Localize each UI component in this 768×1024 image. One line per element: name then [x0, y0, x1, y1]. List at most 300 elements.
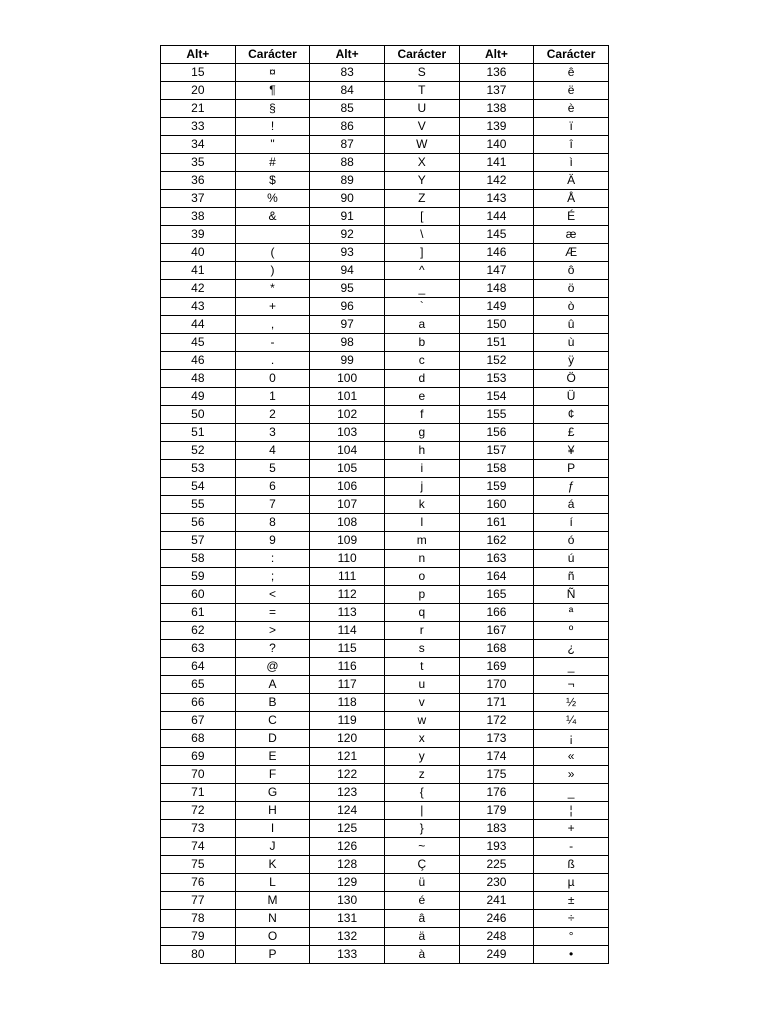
alt-code-cell: 70: [161, 766, 236, 784]
alt-code-cell: 38: [161, 208, 236, 226]
character-cell: a: [384, 316, 459, 334]
alt-code-cell: 158: [459, 460, 534, 478]
character-cell: É: [534, 208, 609, 226]
alt-code-cell: 126: [310, 838, 385, 856]
alt-code-cell: 99: [310, 352, 385, 370]
alt-code-cell: 167: [459, 622, 534, 640]
character-cell: f: [384, 406, 459, 424]
table-row: [161, 244, 609, 262]
character-cell: l: [384, 514, 459, 532]
table-row: [161, 514, 609, 532]
character-cell: ú: [534, 550, 609, 568]
table-row: [161, 784, 609, 802]
alt-code-cell: 48: [161, 370, 236, 388]
character-cell: &: [235, 208, 310, 226]
alt-code-cell: 142: [459, 172, 534, 190]
character-cell: ^: [384, 262, 459, 280]
alt-code-cell: 105: [310, 460, 385, 478]
character-cell: I: [235, 820, 310, 838]
alt-code-cell: 129: [310, 874, 385, 892]
alt-code-cell: 120: [310, 730, 385, 748]
character-cell: w: [384, 712, 459, 730]
alt-code-cell: 68: [161, 730, 236, 748]
table-row: [161, 370, 609, 388]
alt-code-cell: 42: [161, 280, 236, 298]
alt-code-cell: 171: [459, 694, 534, 712]
table-row: [161, 316, 609, 334]
table-row: [161, 424, 609, 442]
alt-code-cell: 49: [161, 388, 236, 406]
alt-code-cell: 151: [459, 334, 534, 352]
table-row: [161, 532, 609, 550]
character-cell: ƒ: [534, 478, 609, 496]
alt-code-cell: 101: [310, 388, 385, 406]
alt-code-cell: 36: [161, 172, 236, 190]
character-cell: E: [235, 748, 310, 766]
alt-code-cell: 113: [310, 604, 385, 622]
table-row: [161, 604, 609, 622]
character-cell: è: [534, 100, 609, 118]
character-cell: W: [384, 136, 459, 154]
character-cell: D: [235, 730, 310, 748]
character-cell: »: [534, 766, 609, 784]
alt-code-cell: 123: [310, 784, 385, 802]
alt-code-cell: 141: [459, 154, 534, 172]
character-cell: 4: [235, 442, 310, 460]
alt-code-cell: 104: [310, 442, 385, 460]
table-row: [161, 568, 609, 586]
character-cell: |: [384, 802, 459, 820]
character-cell: u: [384, 676, 459, 694]
alt-code-cell: 107: [310, 496, 385, 514]
alt-code-cell: 140: [459, 136, 534, 154]
header-char-3: Carácter: [534, 46, 609, 64]
alt-code-cell: 41: [161, 262, 236, 280]
alt-code-cell: 20: [161, 82, 236, 100]
alt-code-cell: 163: [459, 550, 534, 568]
alt-code-cell: 108: [310, 514, 385, 532]
alt-code-cell: 154: [459, 388, 534, 406]
alt-code-cell: 87: [310, 136, 385, 154]
table-row: [161, 748, 609, 766]
header-char-1: Carácter: [235, 46, 310, 64]
character-cell: J: [235, 838, 310, 856]
table-row: [161, 280, 609, 298]
alt-code-cell: 77: [161, 892, 236, 910]
alt-code-cell: 144: [459, 208, 534, 226]
character-cell: n: [384, 550, 459, 568]
alt-code-cell: 111: [310, 568, 385, 586]
alt-code-cell: 60: [161, 586, 236, 604]
character-cell: q: [384, 604, 459, 622]
character-cell: æ: [534, 226, 609, 244]
alt-code-cell: 72: [161, 802, 236, 820]
alt-code-cell: 139: [459, 118, 534, 136]
alt-code-cell: 75: [161, 856, 236, 874]
alt-code-cell: 35: [161, 154, 236, 172]
alt-code-cell: 69: [161, 748, 236, 766]
table-row: [161, 928, 609, 946]
alt-code-cell: 106: [310, 478, 385, 496]
table-row: [161, 262, 609, 280]
alt-code-cell: 162: [459, 532, 534, 550]
table-row: [161, 406, 609, 424]
alt-code-cell: 125: [310, 820, 385, 838]
character-cell: •: [534, 946, 609, 964]
alt-code-cell: 59: [161, 568, 236, 586]
alt-code-cell: 78: [161, 910, 236, 928]
alt-code-cell: 146: [459, 244, 534, 262]
character-cell: 2: [235, 406, 310, 424]
character-cell: ¿: [534, 640, 609, 658]
character-cell: (: [235, 244, 310, 262]
alt-code-cell: 63: [161, 640, 236, 658]
character-cell: 7: [235, 496, 310, 514]
alt-code-cell: 153: [459, 370, 534, 388]
alt-code-cell: 193: [459, 838, 534, 856]
character-cell: +: [235, 298, 310, 316]
character-cell: #: [235, 154, 310, 172]
table-row: [161, 550, 609, 568]
character-cell: e: [384, 388, 459, 406]
table-row: [161, 100, 609, 118]
table-row: [161, 712, 609, 730]
alt-code-cell: 79: [161, 928, 236, 946]
character-cell: >: [235, 622, 310, 640]
alt-code-cell: 80: [161, 946, 236, 964]
table-row: [161, 802, 609, 820]
alt-code-cell: 175: [459, 766, 534, 784]
alt-code-cell: 52: [161, 442, 236, 460]
character-cell: _: [384, 280, 459, 298]
alt-code-cell: 159: [459, 478, 534, 496]
alt-code-cell: 138: [459, 100, 534, 118]
character-cell: T: [384, 82, 459, 100]
character-cell: º: [534, 622, 609, 640]
alt-code-cell: 94: [310, 262, 385, 280]
character-cell: N: [235, 910, 310, 928]
character-cell: ~: [384, 838, 459, 856]
alt-code-cell: 119: [310, 712, 385, 730]
table-row: [161, 64, 609, 82]
alt-code-cell: 121: [310, 748, 385, 766]
character-cell: £: [534, 424, 609, 442]
character-cell: %: [235, 190, 310, 208]
character-cell: ¢: [534, 406, 609, 424]
alt-code-cell: 67: [161, 712, 236, 730]
alt-code-cell: 172: [459, 712, 534, 730]
alt-code-cell: 149: [459, 298, 534, 316]
alt-code-cell: 83: [310, 64, 385, 82]
character-cell: ": [235, 136, 310, 154]
alt-code-cell: 150: [459, 316, 534, 334]
character-cell: .: [235, 352, 310, 370]
character-cell: à: [384, 946, 459, 964]
alt-code-cell: 88: [310, 154, 385, 172]
character-cell: °: [534, 928, 609, 946]
alt-code-cell: 37: [161, 190, 236, 208]
character-cell: _: [534, 784, 609, 802]
table-row: [161, 820, 609, 838]
character-cell: z: [384, 766, 459, 784]
alt-code-cell: 156: [459, 424, 534, 442]
character-cell: â: [384, 910, 459, 928]
table-row: [161, 838, 609, 856]
alt-code-cell: 96: [310, 298, 385, 316]
character-cell: 5: [235, 460, 310, 478]
character-cell: s: [384, 640, 459, 658]
alt-code-cell: 39: [161, 226, 236, 244]
table-row: [161, 946, 609, 964]
character-cell: F: [235, 766, 310, 784]
character-cell: ¡: [534, 730, 609, 748]
alt-code-cell: 58: [161, 550, 236, 568]
character-cell: P: [534, 460, 609, 478]
character-cell: [235, 226, 310, 244]
character-cell: =: [235, 604, 310, 622]
alt-code-cell: 114: [310, 622, 385, 640]
character-cell: Z: [384, 190, 459, 208]
character-cell: ì: [534, 154, 609, 172]
alt-code-cell: 55: [161, 496, 236, 514]
character-cell: ¦: [534, 802, 609, 820]
alt-code-cell: 40: [161, 244, 236, 262]
table-row: [161, 694, 609, 712]
character-cell: O: [235, 928, 310, 946]
alt-code-cell: 130: [310, 892, 385, 910]
alt-code-cell: 71: [161, 784, 236, 802]
table-row: [161, 352, 609, 370]
alt-code-cell: 124: [310, 802, 385, 820]
character-cell: ª: [534, 604, 609, 622]
character-cell: C: [235, 712, 310, 730]
character-cell: Ä: [534, 172, 609, 190]
alt-code-cell: 176: [459, 784, 534, 802]
alt-code-cell: 44: [161, 316, 236, 334]
alt-code-cell: 33: [161, 118, 236, 136]
character-cell: -: [235, 334, 310, 352]
alt-code-cell: 57: [161, 532, 236, 550]
table-row: [161, 910, 609, 928]
alt-code-cell: 152: [459, 352, 534, 370]
character-cell: \: [384, 226, 459, 244]
character-cell: ,: [235, 316, 310, 334]
character-cell: ÿ: [534, 352, 609, 370]
character-cell: y: [384, 748, 459, 766]
table-row: [161, 226, 609, 244]
alt-code-cell: 164: [459, 568, 534, 586]
character-cell: L: [235, 874, 310, 892]
table-row: [161, 874, 609, 892]
table-row: [161, 586, 609, 604]
alt-code-cell: 166: [459, 604, 534, 622]
table-row: [161, 136, 609, 154]
character-cell: î: [534, 136, 609, 154]
table-row: [161, 298, 609, 316]
alt-code-cell: 128: [310, 856, 385, 874]
character-cell: v: [384, 694, 459, 712]
alt-code-cell: 161: [459, 514, 534, 532]
character-cell: ä: [384, 928, 459, 946]
character-cell: t: [384, 658, 459, 676]
character-cell: ]: [384, 244, 459, 262]
character-cell: B: [235, 694, 310, 712]
character-cell: }: [384, 820, 459, 838]
character-cell: `: [384, 298, 459, 316]
table-row: [161, 496, 609, 514]
character-cell: G: [235, 784, 310, 802]
alt-code-cell: 76: [161, 874, 236, 892]
character-cell: Ö: [534, 370, 609, 388]
character-cell: V: [384, 118, 459, 136]
character-cell: ü: [384, 874, 459, 892]
alt-code-cell: 246: [459, 910, 534, 928]
character-cell: ¥: [534, 442, 609, 460]
alt-code-cell: 109: [310, 532, 385, 550]
alt-code-cell: 34: [161, 136, 236, 154]
alt-code-cell: 73: [161, 820, 236, 838]
header-char-2: Carácter: [384, 46, 459, 64]
character-cell: -: [534, 838, 609, 856]
alt-code-cell: 115: [310, 640, 385, 658]
header-alt-3: Alt+: [459, 46, 534, 64]
alt-code-cell: 122: [310, 766, 385, 784]
alt-code-cell: 147: [459, 262, 534, 280]
character-cell: +: [534, 820, 609, 838]
character-cell: ¶: [235, 82, 310, 100]
alt-code-cell: 100: [310, 370, 385, 388]
character-cell: 9: [235, 532, 310, 550]
character-cell: í: [534, 514, 609, 532]
character-cell: ?: [235, 640, 310, 658]
alt-code-cell: 65: [161, 676, 236, 694]
alt-code-cell: 179: [459, 802, 534, 820]
alt-code-cell: 118: [310, 694, 385, 712]
alt-code-cell: 91: [310, 208, 385, 226]
table-header: [161, 46, 609, 64]
alt-code-cell: 148: [459, 280, 534, 298]
table-row: [161, 856, 609, 874]
character-cell: ô: [534, 262, 609, 280]
alt-code-cell: 112: [310, 586, 385, 604]
alt-code-cell: 131: [310, 910, 385, 928]
alt-code-cell: 169: [459, 658, 534, 676]
table-row: [161, 658, 609, 676]
character-cell: ¼: [534, 712, 609, 730]
character-cell: [: [384, 208, 459, 226]
table-row: [161, 766, 609, 784]
alt-code-cell: 133: [310, 946, 385, 964]
alt-code-cell: 116: [310, 658, 385, 676]
character-cell: <: [235, 586, 310, 604]
character-cell: p: [384, 586, 459, 604]
character-cell: ;: [235, 568, 310, 586]
character-cell: k: [384, 496, 459, 514]
alt-code-cell: 241: [459, 892, 534, 910]
alt-code-cell: 160: [459, 496, 534, 514]
alt-code-cell: 89: [310, 172, 385, 190]
header-alt-2: Alt+: [310, 46, 385, 64]
alt-code-cell: 145: [459, 226, 534, 244]
alt-code-cell: 54: [161, 478, 236, 496]
alt-code-cell: 56: [161, 514, 236, 532]
alt-code-cell: 92: [310, 226, 385, 244]
alt-code-table: [160, 45, 609, 964]
character-cell: @: [235, 658, 310, 676]
character-cell: «: [534, 748, 609, 766]
alt-code-cell: 143: [459, 190, 534, 208]
table-row: [161, 118, 609, 136]
character-cell: h: [384, 442, 459, 460]
alt-code-cell: 15: [161, 64, 236, 82]
character-cell: 8: [235, 514, 310, 532]
alt-code-cell: 155: [459, 406, 534, 424]
alt-code-cell: 137: [459, 82, 534, 100]
alt-code-cell: 132: [310, 928, 385, 946]
alt-code-cell: 64: [161, 658, 236, 676]
character-cell: ): [235, 262, 310, 280]
header-alt-1: Alt+: [161, 46, 236, 64]
character-cell: ½: [534, 694, 609, 712]
character-cell: M: [235, 892, 310, 910]
alt-code-cell: 61: [161, 604, 236, 622]
alt-code-cell: 102: [310, 406, 385, 424]
table-body: [161, 64, 609, 964]
table-row: [161, 892, 609, 910]
alt-code-cell: 110: [310, 550, 385, 568]
alt-code-cell: 51: [161, 424, 236, 442]
character-cell: x: [384, 730, 459, 748]
character-cell: µ: [534, 874, 609, 892]
alt-code-cell: 98: [310, 334, 385, 352]
table-row: [161, 388, 609, 406]
alt-code-cell: 248: [459, 928, 534, 946]
character-cell: g: [384, 424, 459, 442]
character-cell: ß: [534, 856, 609, 874]
character-cell: 0: [235, 370, 310, 388]
character-cell: é: [384, 892, 459, 910]
character-cell: û: [534, 316, 609, 334]
alt-code-cell: 21: [161, 100, 236, 118]
table-row: [161, 334, 609, 352]
alt-code-cell: 136: [459, 64, 534, 82]
alt-code-cell: 117: [310, 676, 385, 694]
character-cell: X: [384, 154, 459, 172]
character-cell: i: [384, 460, 459, 478]
table-row: [161, 730, 609, 748]
table-row: [161, 460, 609, 478]
character-cell: j: [384, 478, 459, 496]
character-cell: S: [384, 64, 459, 82]
character-cell: ë: [534, 82, 609, 100]
alt-code-cell: 183: [459, 820, 534, 838]
character-cell: Ç: [384, 856, 459, 874]
character-cell: !: [235, 118, 310, 136]
alt-code-cell: 86: [310, 118, 385, 136]
character-cell: Ü: [534, 388, 609, 406]
alt-code-cell: 74: [161, 838, 236, 856]
character-cell: ¤: [235, 64, 310, 82]
character-cell: K: [235, 856, 310, 874]
character-cell: ï: [534, 118, 609, 136]
alt-code-cell: 103: [310, 424, 385, 442]
table-row: [161, 640, 609, 658]
character-cell: Ñ: [534, 586, 609, 604]
character-cell: U: [384, 100, 459, 118]
alt-code-cell: 168: [459, 640, 534, 658]
table-row: [161, 208, 609, 226]
character-cell: ±: [534, 892, 609, 910]
